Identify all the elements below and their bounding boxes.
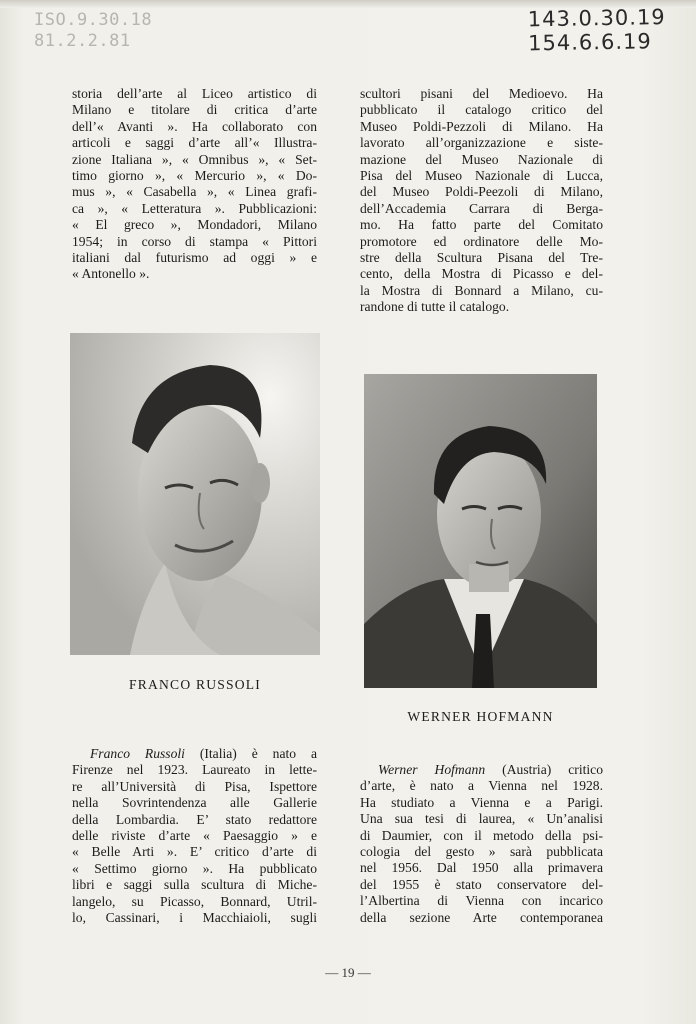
text-line: d’arte, è nato a Vienna nel 1928. xyxy=(360,778,603,794)
text-line: 1954; in corso di stampa « Pittori xyxy=(72,233,317,249)
text-line: l’Albertina di Vienna con incarico xyxy=(360,893,603,909)
faint-stamp xyxy=(34,10,174,56)
bio-russoli-name: Franco Russoli xyxy=(90,746,185,761)
text-line: lavorato all’organizzazione e siste- xyxy=(360,135,603,151)
faint-stamp-line-1: ISO.9.30.18 xyxy=(34,10,153,30)
text-line: italiani dal futurismo ad oggi » e xyxy=(72,250,317,266)
text-line: « Belle Arti ». E’ critico d’arte di xyxy=(72,844,317,860)
text-line: Firenze nel 1923. Laureato in lette- xyxy=(72,762,317,778)
text-line: Milano e titolare di critica d’arte xyxy=(72,102,317,118)
text-line: randone di tutte il catalogo. xyxy=(360,299,510,315)
text-line: mo. Ha fatto parte del Comitato xyxy=(360,217,603,233)
text-line: dell’« Avanti ». Ha collaborato con xyxy=(72,118,317,134)
text-line: di Daumier, con il metodo della psi- xyxy=(360,827,603,843)
text-line: dell’Accademia Carrara di Berga- xyxy=(360,200,603,216)
text-line: ca », « Letteratura ». Pubblicazioni: xyxy=(72,200,317,216)
handwritten-line-1: 143.0.30.19 xyxy=(527,4,666,32)
text-line: nel 1956. Dal 1950 alla primavera xyxy=(360,860,603,876)
text-line: Museo Poldi-Pezzoli di Milano. Ha xyxy=(360,118,603,134)
text-line: articoli e saggi d’arte all’« Illustra- xyxy=(72,135,317,151)
text-line: della Lombardia. E’ stato redattore xyxy=(72,811,317,827)
bio-hofmann-first-line xyxy=(360,762,603,778)
text-line: Pisa del Museo Nazionale di Lucca, xyxy=(360,168,603,184)
text-line: timo giorno », « Mercurio », « Do- xyxy=(72,168,317,184)
bottom-left-text-column xyxy=(72,746,317,926)
text-line: storia dell’arte al Liceo artistico di xyxy=(72,86,317,101)
portrait-hofmann-illustration xyxy=(364,374,597,688)
text-line: delle riviste d’arte « Paesaggio » e xyxy=(72,828,317,844)
bio-hofmann-first-rest: (Austria) critico xyxy=(485,762,603,777)
text-line: Una sua tesi di laurea, « Un’analisi xyxy=(360,811,603,827)
text-line: cologia del gesto » sarà pubblicata xyxy=(360,844,603,860)
text-line: « Settimo giorno ». Ha pubblicato xyxy=(72,860,317,876)
text-line: promotore ed ordinatore delle Mo- xyxy=(360,233,603,249)
bio-russoli-first-rest: (Italia) è nato a xyxy=(184,746,317,761)
bio-hofmann-name: Werner Hofmann xyxy=(378,762,486,777)
faint-stamp-line-2: 81.2.2.81 xyxy=(34,31,131,51)
text-line: scultori pisani del Medioevo. Ha xyxy=(360,86,603,101)
text-line: del Museo Poldi-Peezoli di Milano, xyxy=(360,184,603,200)
photo-werner-hofmann xyxy=(364,374,597,688)
portrait-russoli-illustration xyxy=(70,333,320,655)
top-left-text-column xyxy=(72,86,317,283)
handwritten-annotation xyxy=(528,5,689,60)
text-line: cento, della Mostra di Picasso e del- xyxy=(360,266,603,282)
text-line: del 1955 è stato conservatore del- xyxy=(360,876,603,892)
bio-russoli-first-line xyxy=(72,746,317,762)
caption-werner-hofmann: WERNER HOFMANN xyxy=(407,709,554,724)
page-number: — 19 — xyxy=(325,965,371,980)
text-line: della sezione Arte contemporanea xyxy=(360,909,603,925)
text-line: lo, Cassinari, i Macchiaioli, sugli xyxy=(72,910,317,926)
text-line: langelo, su Picasso, Bonnard, Utril- xyxy=(72,893,317,909)
bottom-right-text-column xyxy=(360,762,603,926)
text-line: « El greco », Mondadori, Milano xyxy=(72,217,317,233)
text-line: stre della Scultura Pisana del Tre- xyxy=(360,250,603,266)
text-line: mus », « Casabella », « Linea grafi- xyxy=(72,184,317,200)
text-line: mazione del Museo Nazionale di xyxy=(360,151,603,167)
text-line: la Mostra di Bonnard a Milano, cu- xyxy=(360,282,603,298)
top-right-text-column xyxy=(360,86,603,316)
text-line: zione Italiana », « Omnibus », « Set- xyxy=(72,151,317,167)
handwritten-line-2: 154.6.6.19 xyxy=(527,29,652,56)
text-line: nella Sovrintendenza alle Gallerie xyxy=(72,795,317,811)
photo-franco-russoli xyxy=(70,333,320,655)
text-line: pubblicato il catalogo critico del xyxy=(360,102,603,118)
caption-franco-russoli: FRANCO RUSSOLI xyxy=(129,677,261,692)
text-line: « Antonello ». xyxy=(72,266,150,282)
text-line: re all’Università di Pisa, Ispettore xyxy=(72,778,317,794)
text-line: Ha studiato a Vienna e a Parigi. xyxy=(360,794,603,810)
text-line: libri e saggi sulla scultura di Miche- xyxy=(72,877,317,893)
